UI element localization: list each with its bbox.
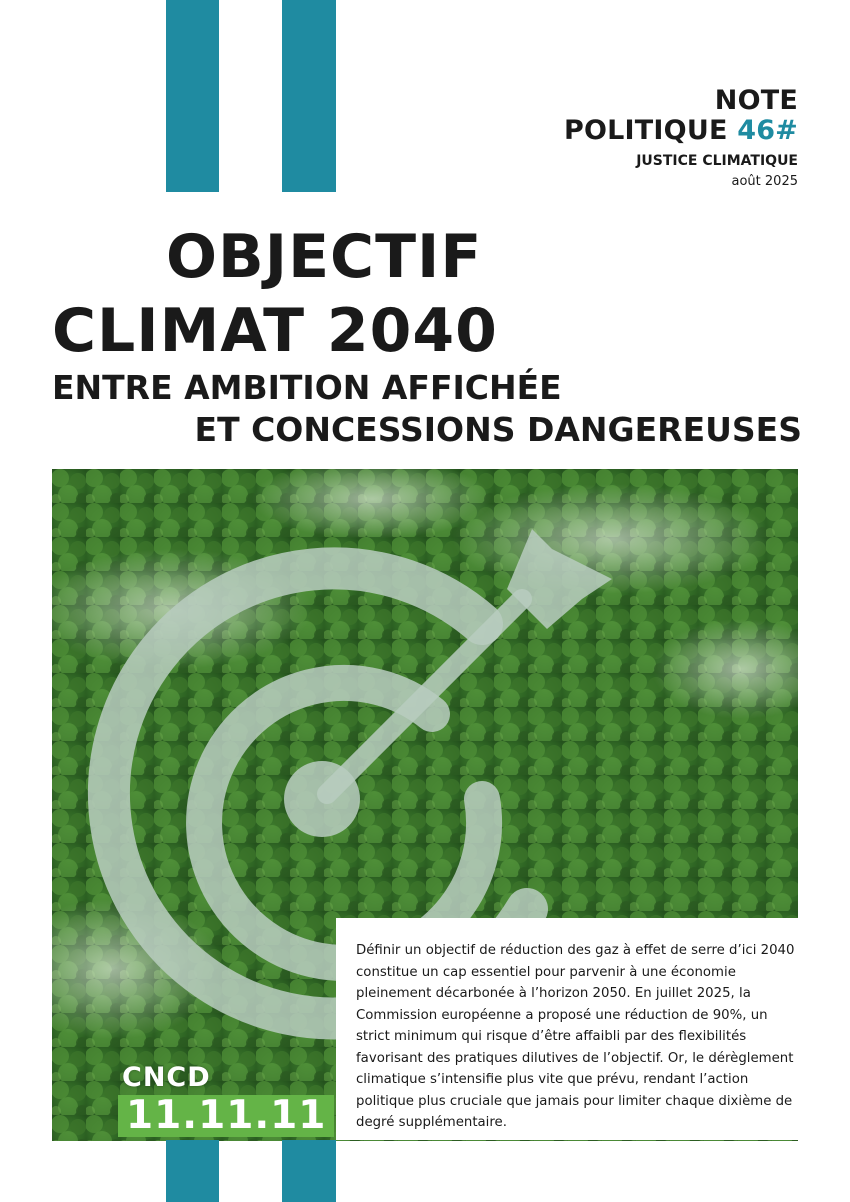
top-stripe-left xyxy=(166,0,219,192)
publication-date: août 2025 xyxy=(731,174,798,189)
note-label: NOTE xyxy=(714,85,798,116)
top-stripe-right xyxy=(282,0,336,192)
politique-word: POLITIQUE xyxy=(564,115,728,146)
bottom-stripe-left xyxy=(166,1140,219,1202)
bottom-stripe-right xyxy=(282,1140,336,1202)
subtitle-line-1: ENTRE AMBITION AFFICHÉE xyxy=(52,368,562,407)
cncd-logo xyxy=(118,1062,334,1137)
logo-11-11-11: 11.11.11 xyxy=(118,1095,334,1137)
title-line-2: CLIMAT 2040 xyxy=(52,296,498,366)
politique-label xyxy=(564,116,798,146)
title-line-1: OBJECTIF xyxy=(166,222,483,292)
note-header xyxy=(564,86,798,189)
issue-number: 46# xyxy=(737,115,798,146)
logo-cncd-text: CNCD xyxy=(122,1062,211,1093)
subtitle-line-2: ET CONCESSIONS DANGEREUSES xyxy=(194,410,802,449)
summary-box xyxy=(336,918,798,1140)
summary-text: Définir un objectif de réduction des gaz à effet de serre d’ici 2040 constitue un cap essentiel pour parvenir à une économie pleinement décarbonée à l’horizon 2050. En juillet 2025, la Commission européenne a proposé une réduction de 90%, un strict minimum qui risque d’être affaibli par des flexibilités favorisant des pratiques dilutives de l’objectif. Or, le dérèglement climatique s’intensifie plus vite que prévu, rendant l’action politique plus cruciale que jamais pour limiter chaque dixième de degré supplémentaire. xyxy=(356,943,795,1130)
topic-label: JUSTICE CLIMATIQUE xyxy=(636,153,798,169)
